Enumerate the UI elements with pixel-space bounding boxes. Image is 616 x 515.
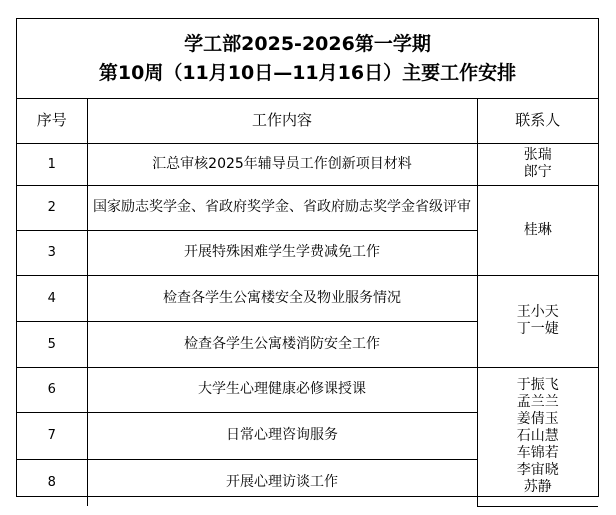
contact-cell bbox=[477, 367, 598, 506]
contact-name: 于振飞 bbox=[516, 377, 559, 393]
contact-name: 李宙晓 bbox=[516, 462, 559, 478]
row-content: 国家励志奖学金、省政府奖学金、省政府励志奖学金省级评审 bbox=[87, 185, 477, 230]
schedule-sheet bbox=[16, 18, 599, 497]
header-content: 工作内容 bbox=[87, 99, 477, 143]
contact-name: 丁一婕 bbox=[516, 321, 559, 337]
header-number: 序号 bbox=[17, 99, 87, 143]
contact-name: 姜倩玉 bbox=[516, 411, 559, 427]
row-number: 8 bbox=[17, 459, 87, 506]
row-number: 2 bbox=[17, 185, 87, 230]
contact-name: 石山慧 bbox=[516, 428, 559, 444]
row-content: 检查各学生公寓楼消防安全工作 bbox=[87, 321, 477, 367]
row-number: 4 bbox=[17, 275, 87, 321]
row-content: 开展特殊困难学生学费减免工作 bbox=[87, 230, 477, 275]
contact-cell bbox=[477, 143, 598, 185]
row-content: 开展心理访谈工作 bbox=[87, 459, 477, 506]
row-content: 汇总审核2025年辅导员工作创新项目材料 bbox=[87, 143, 477, 185]
contact-name: 张瑞 bbox=[523, 147, 552, 163]
header-contact: 联系人 bbox=[477, 99, 598, 143]
header-row bbox=[17, 99, 598, 143]
title-line-2: 第10周（11月10日—11月16日）主要工作安排 bbox=[98, 61, 517, 84]
row-content: 日常心理咨询服务 bbox=[87, 412, 477, 459]
row-number: 5 bbox=[17, 321, 87, 367]
row-number: 7 bbox=[17, 412, 87, 459]
contact-name: 郎宁 bbox=[523, 164, 552, 180]
row-number: 3 bbox=[17, 230, 87, 275]
title-line-1: 学工部2025-2026第一学期 bbox=[184, 32, 431, 55]
title-block bbox=[17, 19, 598, 99]
contact-name: 车锦若 bbox=[516, 445, 559, 461]
schedule-table bbox=[17, 99, 598, 507]
table-row bbox=[17, 143, 598, 185]
row-content: 检查各学生公寓楼安全及物业服务情况 bbox=[87, 275, 477, 321]
contact-name: 桂琳 bbox=[523, 221, 552, 238]
contact-name: 苏静 bbox=[523, 479, 552, 495]
contact-name: 王小天 bbox=[516, 304, 559, 320]
contact-cell bbox=[477, 275, 598, 367]
table-row bbox=[17, 275, 598, 321]
row-number: 1 bbox=[17, 143, 87, 185]
contact-name: 孟兰兰 bbox=[516, 394, 559, 410]
table-row bbox=[17, 367, 598, 412]
row-content: 大学生心理健康必修课授课 bbox=[87, 367, 477, 412]
table-row bbox=[17, 185, 598, 230]
contact-cell bbox=[477, 185, 598, 275]
row-number: 6 bbox=[17, 367, 87, 412]
